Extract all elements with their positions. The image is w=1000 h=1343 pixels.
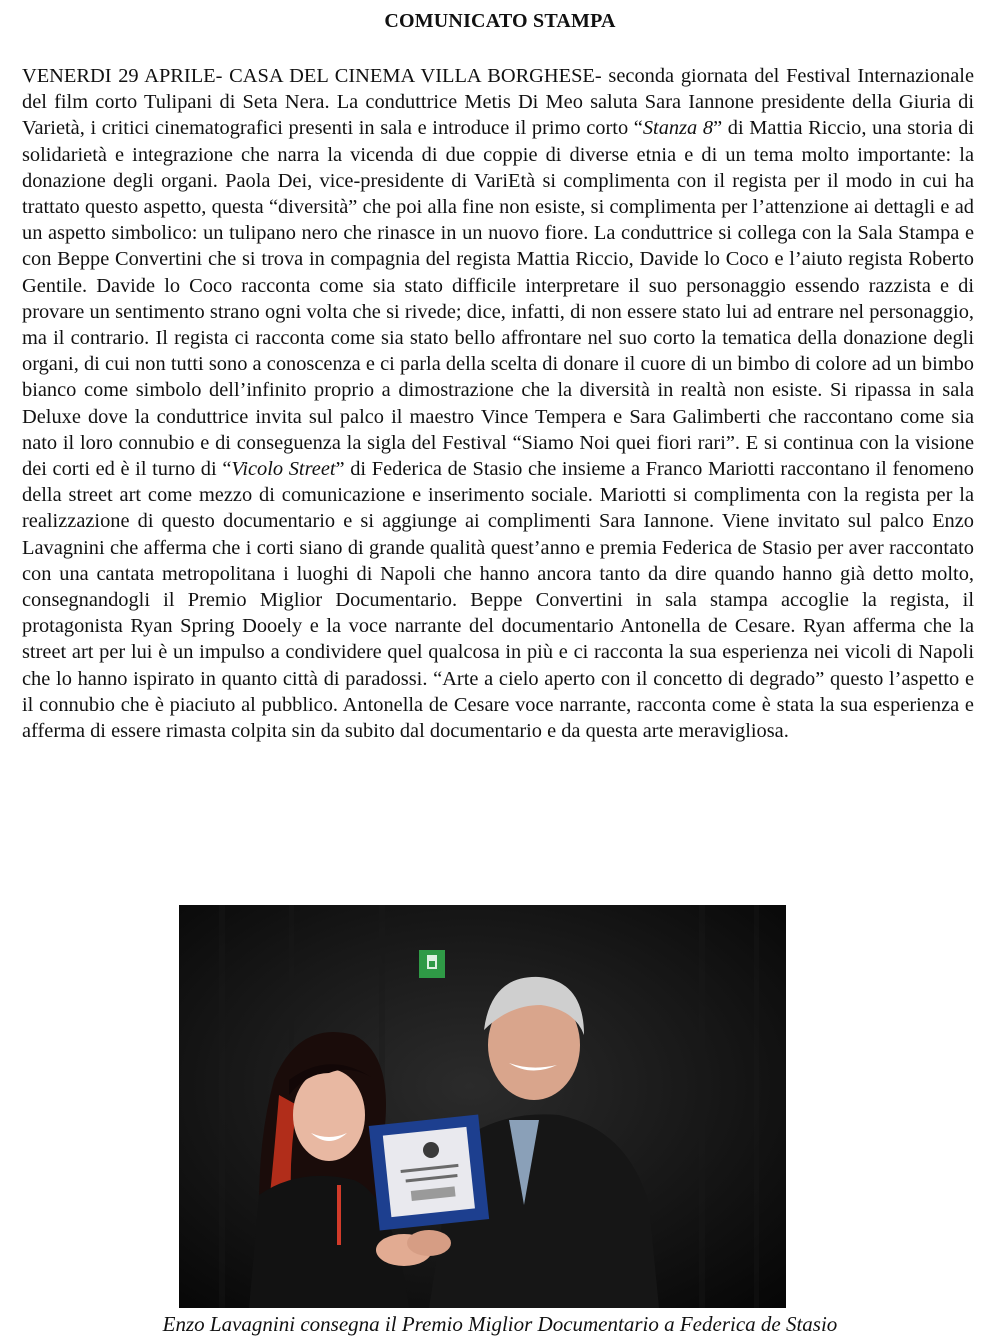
body-segment: ” di Federica de Stasio che insieme a Franco Mariotti raccontano il fenomeno della street art come mezzo di comunicazione e inserimento sociale. Mariotti si complimenta con la regista per la realizzazione di questo documentario e si aggiunge ai complimenti Sara Iannone. Viene invitato sul palco Enzo Lavagnini che afferma che i corti siano di grande qualità quest’anno e premia Federica de Stasio per aver raccontato con una cantata metropolitana i luoghi di Napoli che hanno ancora tanto da dire quando hanno già detto molto, consegnandogli il Premio Miglior Documentario. Beppe Convertini in sala stampa accoglie la regista, il protagonista Ryan Spring Dooely e la voce narrante del documentario Antonella de Cesare. Ryan afferma che la street art per lui è un impulso a condividere quel qualcosa in più e ci racconta la sua esperienza nei vicoli di Napoli che lo hanno ispirato in quanto città di paradossi. “Arte a cielo aperto con il concetto di degrado” questo l’aspetto e il connubio che è piaciuto al pubblico. Antonella de Cesare voce narrante, racconta come è stata la sua esperienza e afferma di essere rimasta colpita sin da subito dal documentario e da questa arte meravigliosa.: [22, 458, 974, 743]
award-plaque: [369, 1115, 489, 1231]
body-segment: ” di Mattia Riccio, una storia di solidarietà e integrazione che narra la vicenda di due coppie di diverse etnia e di un tema molto importante: la donazione degli organi. Paola Dei, vice-presidente di VariEtà si complimenta con il regista per il modo in cui ha trattato questo aspetto, questa “diversità” che poi alla fine non esiste, si complimenta per l’attenzione ai dettagli e ad un aspetto simbolico: un tulipano nero che rinasce in un nuovo fiore. La conduttrice si collega con la Sala Stampa e con Beppe Convertini che si trova in compagnia del regista Mattia Riccio, Davide lo Coco e l’aiuto regista Roberto Gentile. Davide lo Coco racconta come sia stato difficile interpretare il suo personaggio essendo razzista e di provare un sentimento strano ogni volta che si rivede; dice, infatti, di non essere stato lui ad entrare nel personaggio, ma il contrario. Il regista ci racconta come sia stato bello affrontare nel suo corto la tematica della donazione degli organi, di cui non tutti sono a conoscenza e ci parla della scelta di donare il cuore di un bimbo di colore ad un bimbo bianco come simbolo dell’infinito proprio a dimostrazione che la diversità in realtà non esiste. Si ripassa in sala Deluxe dove la conduttrice invita sul palco il maestro Vince Tempera e Sara Galimberti che raccontano come sia nato il loro connubio e di conseguenza la sigla del Festival “Siamo Noi quei fiori rari”. E si continua con la visione dei corti ed è il turno di “: [22, 117, 974, 481]
film-title-stanza-8: Stanza 8: [642, 117, 714, 140]
award-photo: [179, 905, 786, 1308]
photo-caption: Enzo Lavagnini consegna il Premio Miglior Documentario a Federica de Stasio: [162, 1312, 838, 1336]
film-title-vicolo-street: Vicolo Street: [231, 458, 336, 481]
body-segment: VENERDI 29 APRILE- CASA DEL CINEMA VILLA BORGHESE- seconda giornata del Festival Internazionale del film corto Tulipani di Seta Nera. La conduttrice Metis Di Meo saluta Sara Iannone presidente della Giuria di Varietà, i critici cinematografici presenti in sala e introduce il primo corto “: [22, 65, 974, 140]
page-title: COMUNICATO STAMPA: [384, 10, 616, 32]
award-ceremony-photo: [179, 905, 786, 1308]
exit-sign-icon: [419, 950, 445, 978]
press-release-body: [22, 63, 974, 744]
